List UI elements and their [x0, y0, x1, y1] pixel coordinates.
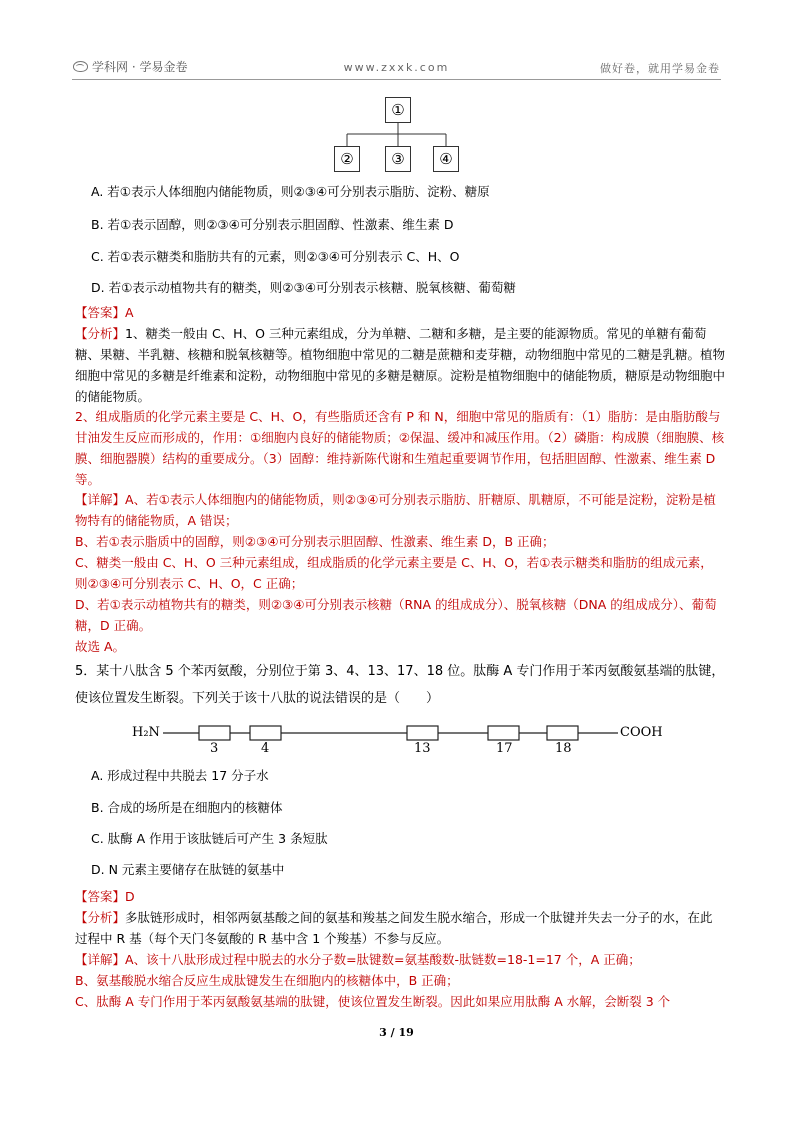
detail-tag: 【详解】 [75, 492, 126, 507]
q4-detail-b: B、若①表示脂质中的固醇，则②③④可分别表示胆固醇、性激素、维生素 D，B 正确； [75, 534, 555, 549]
q5-detail-a-block [75, 949, 725, 970]
q5-detail-c: C、肽酶 A 专门作用于苯丙氨酸氨基端的肽键，使该位置发生断裂。因此如果应用肽酶 A 水解，会断裂 3 个 [75, 994, 671, 1009]
q5-option-d: D. N 元素主要储存在肽链的氨基中 [91, 862, 285, 877]
q4-analysis [75, 323, 725, 407]
chain-position-label: 13 [414, 741, 431, 756]
site-url: www.zxxk.com [343, 61, 450, 74]
analysis-text-1: 1、糖类一般由 C、H、O 三种元素组成，分为单糖、二糖和多糖，是主要的能源物质。常见的单糖有葡萄糖、果糖、半乳糖、核糖和脱氧核糖等。植物细胞中常见的二糖是蔗糖和麦芽糖，动物细胞中常见的二糖是乳糖。植物细胞中常见的多糖是纤维素和淀粉，动物细胞中常见的多糖是糖原。淀粉是植物细胞中的储能物质，糖原是动物细胞中的储能物质。 [75, 326, 726, 404]
chain-n-terminus: H₂N [132, 725, 160, 740]
chain-c-terminus: COOH [620, 725, 663, 740]
q4-detail-d: D、若①表示动植物共有的糖类，则②③④可分别表示核糖（RNA 的组成成分）、脱氧核糖（DNA 的组成成分）、葡萄糖，D 正确。 [75, 597, 717, 633]
q4-analysis-2: 2、组成脂质的化学元素主要是 C、H、O，有些脂质还含有 P 和 N，细胞中常见的脂质有：（1）脂肪：是由脂肪酸与甘油发生反应而形成的，作用：①细胞内良好的储能物质；②保温、缓冲和减压作用。（2）磷脂：构成膜（细胞膜、核膜、细胞器膜）结构的重要成分。（3）固醇：维持新陈代谢和生殖起重要调节作用，包括胆固醇、性激素、维生素 D 等。 [75, 409, 725, 487]
q5-analysis-text: 多肽链形成时，相邻两氨基酸之间的氨基和羧基之间发生脱水缩合，形成一个肽键并失去一分子的水，在此过程中 R 基（每个天门冬氨酸的 R 基中含 1 个羧基）不参与反应。 [75, 910, 713, 946]
chain-position-label: 18 [555, 741, 572, 756]
page-header [0, 0, 793, 80]
header-divider [72, 79, 721, 80]
tree-node-root: ① [385, 97, 411, 123]
q5-analysis [75, 907, 725, 949]
tree-node-child-2: ③ [385, 146, 411, 172]
chain-position-label: 4 [261, 741, 270, 756]
q5-answer: 【答案】D [75, 889, 135, 904]
q4-option-a: A. 若①表示人体细胞内储能物质，则②③④可分别表示脂肪、淀粉、糖原 [91, 184, 490, 199]
q4-detail-c: C、糖类一般由 C、H、O 三种元素组成，组成脂质的化学元素主要是 C、H、O，若①表示糖类和脂肪的组成元素，则②③④可分别表示 C、H、O，C 正确； [75, 555, 713, 591]
q5-detail-a: A、该十八肽形成过程中脱去的水分子数=肽键数=氨基酸数-肽链数=18-1=17 个，A 正确； [125, 952, 641, 967]
tree-node-child-3: ④ [433, 146, 459, 172]
q4-option-d: D. 若①表示动植物共有的糖类，则②③④可分别表示核糖、脱氧核糖、葡萄糖 [91, 280, 516, 295]
q4-option-b: B. 若①表示固醇，则②③④可分别表示胆固醇、性激素、维生素 D [91, 217, 454, 232]
logo-text: 学科网 · 学易金卷 [92, 60, 188, 74]
q4-option-c: C. 若①表示糖类和脂肪共有的元素，则②③④可分别表示 C、H、O [91, 249, 460, 264]
q5-option-b: B. 合成的场所是在细胞内的核糖体 [91, 800, 283, 815]
concept-tree-diagram [333, 96, 463, 176]
tree-node-child-1: ② [334, 146, 360, 172]
page-number: 3 / 19 [379, 1026, 414, 1039]
q4-answer: 【答案】A [75, 305, 134, 320]
analysis-tag: 【分析】 [75, 326, 126, 341]
analysis-tag: 【分析】 [75, 910, 126, 925]
peptide-chain-diagram [130, 722, 670, 758]
q4-detail-a-block [75, 489, 725, 531]
q4-conclusion: 故选 A。 [75, 639, 126, 654]
detail-tag: 【详解】 [75, 952, 126, 967]
chain-position-label: 17 [496, 741, 513, 756]
q4-detail-a: A、若①表示人体细胞内的储能物质，则②③④可分别表示脂肪、肝糖原、肌糖原，不可能是淀粉，淀粉是植物特有的储能物质，A 错误； [75, 492, 716, 528]
q5-detail-b: B、氨基酸脱水缩合反应生成肽键发生在细胞内的核糖体中，B 正确； [75, 973, 459, 988]
q5-option-a: A. 形成过程中共脱去 17 分子水 [91, 768, 269, 783]
chain-position-label: 3 [210, 741, 219, 756]
q5-option-c: C. 肽酶 A 作用于该肽链后可产生 3 条短肽 [91, 831, 328, 846]
header-slogan: 做好卷，就用学易金卷 [600, 62, 720, 75]
q5-stem: 5．某十八肽含 5 个苯丙氨酸，分别位于第 3、4、13、17、18 位。肽酶 A 专门作用于苯丙氨酸氨基端的肽键，使该位置发生断裂。下列关于该十八肽的说法错误的是（ ） [75, 664, 725, 706]
